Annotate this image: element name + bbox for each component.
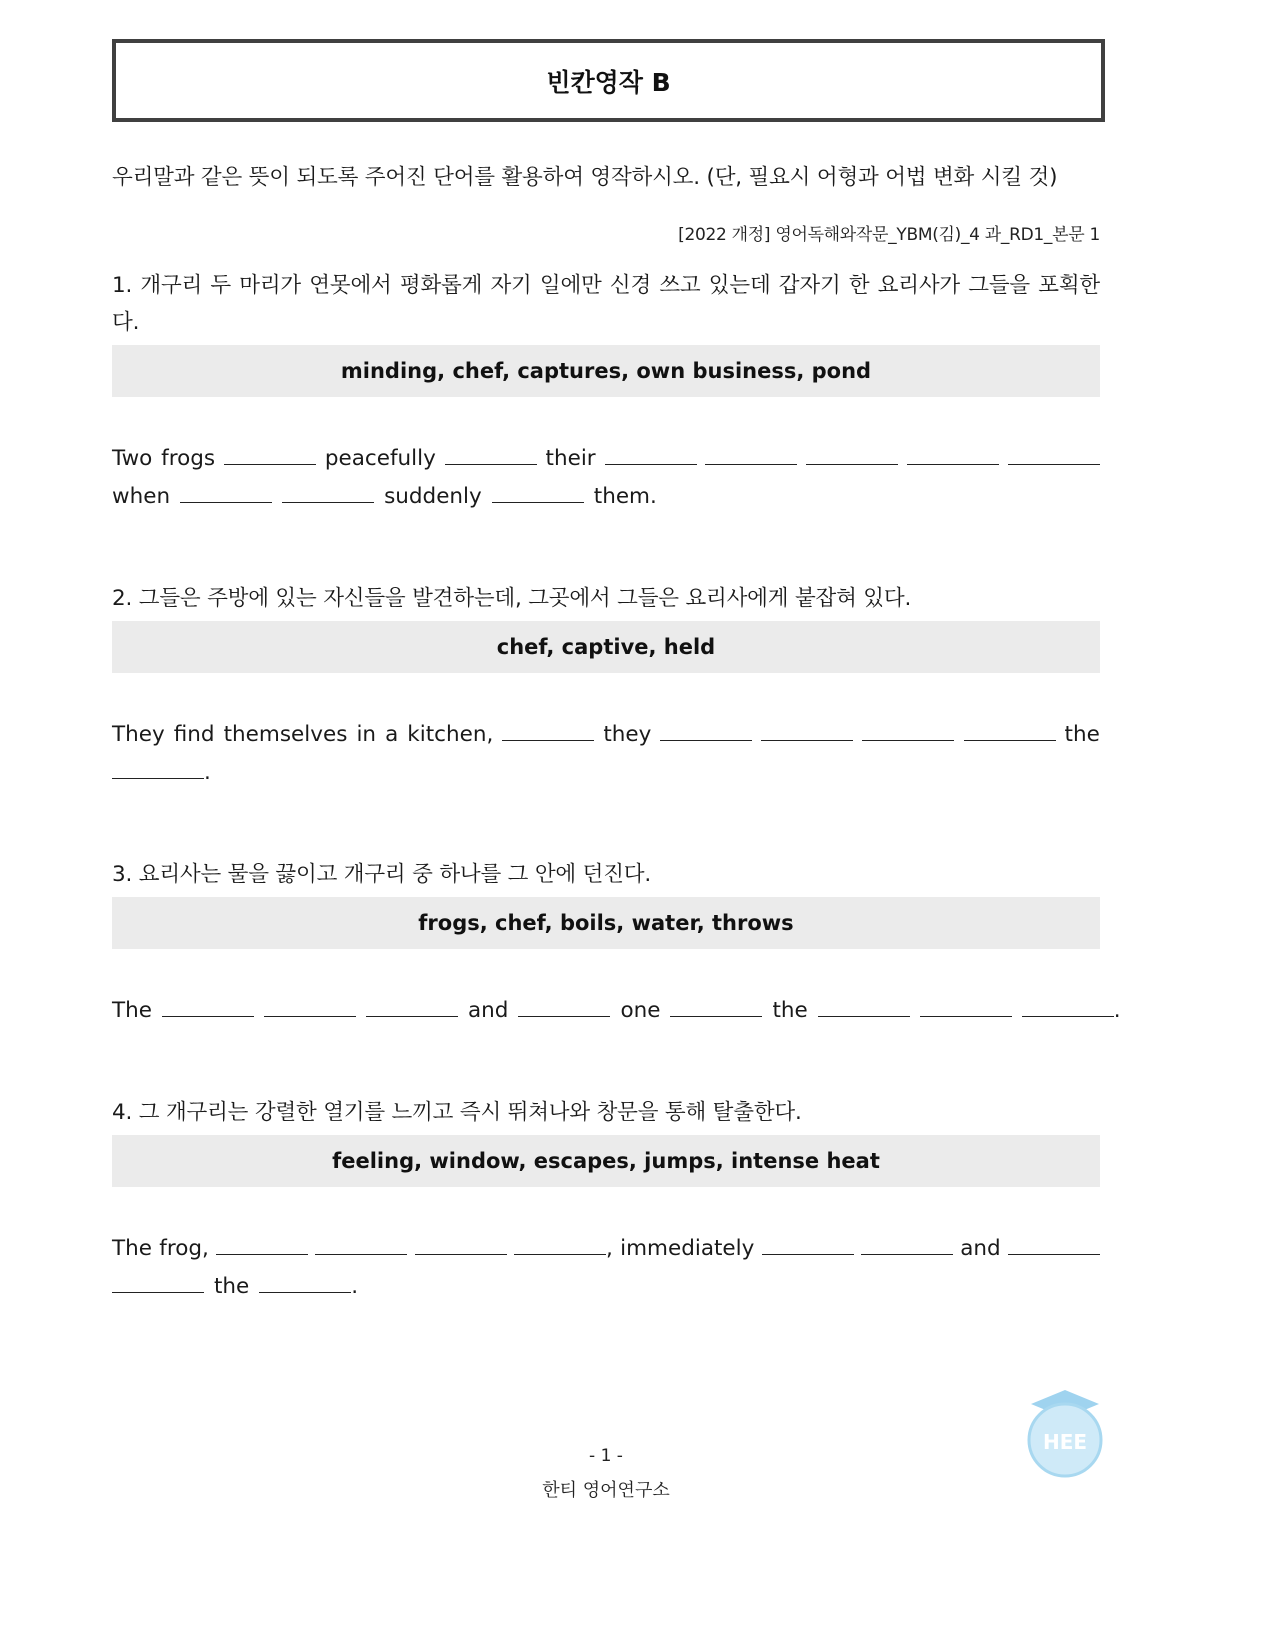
sentence-line <box>112 478 1100 516</box>
question-3-korean <box>112 856 1100 893</box>
question-1-korean <box>112 267 1100 341</box>
blank-field[interactable] <box>861 1230 953 1268</box>
blank-field[interactable] <box>366 992 458 1030</box>
page-number: - 1 - <box>589 1446 623 1466</box>
logo-text: HEE <box>1042 1430 1088 1454</box>
question-korean-text: 4. 그 개구리는 강렬한 열기를 느끼고 즉시 뛰쳐나와 창문을 통해 탈출한다. <box>112 1100 802 1125</box>
blank-field[interactable] <box>502 716 594 754</box>
question-korean-text: 3. 요리사는 물을 끓이고 개구리 중 하나를 그 안에 던진다. <box>112 862 651 887</box>
blank-field[interactable] <box>112 1268 204 1306</box>
footer-org: 한티 영어연구소 <box>542 1480 670 1501</box>
blank-field[interactable] <box>920 992 1012 1030</box>
sentence-word: peacefully <box>324 446 436 471</box>
blank-field[interactable] <box>907 440 999 478</box>
sentence-word: frogs <box>161 446 216 471</box>
question-4-hint: feeling, window, escapes, jumps, intense heat <box>112 1135 1100 1187</box>
sentence-word: the <box>1064 722 1100 747</box>
question-3-hint: frogs, chef, boils, water, throws <box>112 897 1100 949</box>
sentence-word: find <box>173 722 215 747</box>
blank-field[interactable] <box>216 1230 308 1268</box>
question-4-korean <box>112 1094 1100 1131</box>
sentence-word: and <box>468 998 509 1023</box>
sentence-word: frog, <box>159 1236 209 1261</box>
blank-field[interactable]: . <box>112 754 211 792</box>
question-1-hint: minding, chef, captures, own business, pond <box>112 345 1100 397</box>
blank-field[interactable] <box>761 716 853 754</box>
blank-field[interactable] <box>264 992 356 1030</box>
blank-field[interactable] <box>445 440 537 478</box>
sentence-word: them. <box>593 484 657 509</box>
blank-field[interactable]: . <box>259 1268 358 1306</box>
blank-field[interactable] <box>818 992 910 1030</box>
question-4-sentence <box>112 1230 1100 1306</box>
blank-field[interactable] <box>1008 1230 1100 1268</box>
blank-field[interactable] <box>1008 440 1100 478</box>
sentence-line <box>112 1268 1100 1306</box>
blank-field[interactable] <box>964 716 1056 754</box>
blank-field[interactable] <box>224 440 316 478</box>
blank-field[interactable] <box>415 1230 507 1268</box>
sentence-word: suddenly <box>384 484 482 509</box>
sentence-word: themselves <box>223 722 348 747</box>
question-2-korean <box>112 580 1100 617</box>
blank-field[interactable]: . <box>1022 992 1121 1030</box>
blank-field[interactable] <box>762 1230 854 1268</box>
sentence-line <box>112 440 1100 478</box>
sentence-word: in <box>356 722 377 747</box>
sentence-line <box>112 716 1100 754</box>
blank-field[interactable] <box>806 440 898 478</box>
sentence-line <box>112 992 1121 1030</box>
blank-field[interactable] <box>862 716 954 754</box>
blank-field[interactable] <box>518 992 610 1030</box>
sentence-word: immediately <box>620 1236 755 1261</box>
question-2-sentence <box>112 716 1100 792</box>
sentence-word: Two <box>112 446 153 471</box>
blank-field[interactable] <box>180 478 272 516</box>
sentence-word: when <box>112 484 171 509</box>
question-korean-text: 2. 그들은 주방에 있는 자신들을 발견하는데, 그곳에서 그들은 요리사에게 붙잡혀 있다. <box>112 586 912 611</box>
blank-field[interactable]: , <box>514 1230 613 1268</box>
sentence-word: the <box>214 1274 250 1299</box>
hee-logo <box>1025 1388 1105 1478</box>
worksheet-title: 빈칸영작 B <box>112 39 1105 122</box>
sentence-line <box>112 754 1100 792</box>
sentence-word: a <box>385 722 399 747</box>
question-korean-text: 1. 개구리 두 마리가 연못에서 평화롭게 자기 일에만 신경 쓰고 있는데 갑자기 한 요리사가 그들을 포획한다. <box>112 273 1100 335</box>
sentence-word: They <box>112 722 165 747</box>
question-3-sentence <box>112 992 1121 1030</box>
sentence-word: The <box>112 1236 152 1261</box>
blank-field[interactable] <box>660 716 752 754</box>
instruction-text: 우리말과 같은 뜻이 되도록 주어진 단어를 활용하여 영작하시오. (단, 필요시 어형과 어법 변화 시킬 것) <box>112 165 1058 190</box>
blank-field[interactable] <box>315 1230 407 1268</box>
blank-field[interactable] <box>492 478 584 516</box>
blank-field[interactable] <box>705 440 797 478</box>
sentence-word: one <box>620 998 661 1023</box>
sentence-word: The <box>112 998 152 1023</box>
blank-field[interactable] <box>670 992 762 1030</box>
sentence-word: and <box>960 1236 1001 1261</box>
blank-field[interactable] <box>162 992 254 1030</box>
blank-field[interactable] <box>282 478 374 516</box>
blank-field[interactable] <box>605 440 697 478</box>
source-reference: [2022 개정] 영어독해와작문_YBM(김)_4 과_RD1_본문 1 <box>678 225 1100 245</box>
sentence-word: they <box>603 722 652 747</box>
sentence-word: kitchen, <box>407 722 494 747</box>
sentence-line <box>112 1230 1100 1268</box>
question-1-sentence <box>112 440 1100 516</box>
sentence-word: the <box>772 998 808 1023</box>
sentence-word: their <box>545 446 596 471</box>
question-2-hint: chef, captive, held <box>112 621 1100 673</box>
